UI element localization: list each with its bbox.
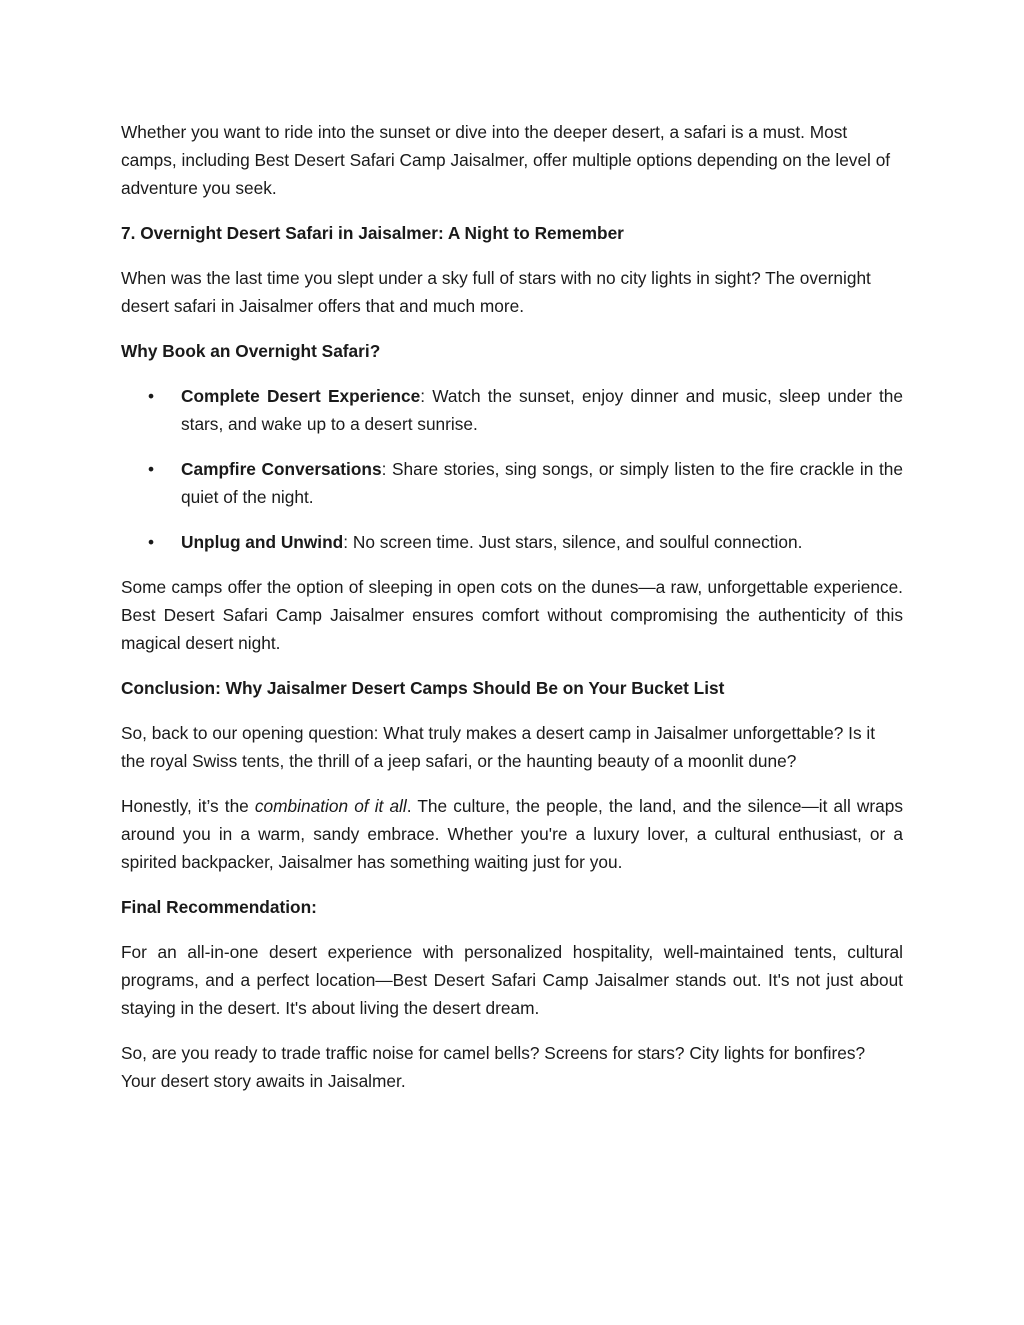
- overnight-safari-paragraph: When was the last time you slept under a sky full of stars with no city lights in sight? The overnight desert safari in Jaisalmer offers that and much more.: [121, 268, 871, 316]
- final-recommendation-heading: Final Recommendation:: [121, 897, 317, 917]
- list-item-term: Unplug and Unwind: [181, 532, 344, 552]
- list-item-text: : No screen time. Just stars, silence, and soulful connection.: [343, 532, 803, 552]
- final-recommendation-paragraph: For an all-in-one desert experience with personalized hospitality, well-maintained tents, cultural programs, and a perfect location—Best Desert Safari Camp Jaisalmer stands out. It's not just about staying in the desert. It's about living the desert dream.: [121, 942, 903, 1018]
- conclusion-heading: Conclusion: Why Jaisalmer Desert Camps Should Be on Your Bucket List: [121, 678, 725, 698]
- list-item-text: : Share stories, sing songs, or simply listen to the fire crackle in the quiet of the night.: [181, 459, 904, 507]
- why-book-heading: Why Book an Overnight Safari?: [121, 341, 381, 361]
- bullet-icon: •: [148, 386, 155, 406]
- list-item-term: Campfire Conversations: [181, 459, 382, 479]
- combination-text-end: . The culture, the people, the land, and the silence—it all wraps around you in a warm, sandy embrace. Whether you're a luxury lover, a cultural enthusiast, or a spirited backpacker, Jaisalmer has something waiting just for you.: [121, 796, 903, 872]
- closing-paragraph: So, are you ready to trade traffic noise for camel bells? Screens for stars? City lights for bonfires? Your desert story awaits in Jaisalmer.: [121, 1043, 866, 1091]
- bullet-icon: •: [148, 459, 155, 479]
- opening-question-paragraph: So, back to our opening question: What truly makes a desert camp in Jaisalmer unforgettable? Is it the royal Swiss tents, the thrill of a jeep safari, or the haunting beauty of a moonlit dune?: [121, 723, 876, 771]
- list-item-text: : Watch the sunset, enjoy dinner and music, sleep under the stars, and wake up to a desert sunrise.: [181, 386, 903, 434]
- intro-paragraph: Whether you want to ride into the sunset or dive into the deeper desert, a safari is a must. Most camps, including Best Desert Safari Camp Jaisalmer, offer multiple options depending on the level of adventure you seek.: [121, 122, 891, 198]
- list-item: [121, 455, 903, 511]
- combination-emphasis: combination of it all: [254, 796, 407, 816]
- combination-paragraph: [121, 792, 903, 876]
- document-page: [121, 118, 903, 1112]
- list-item: [121, 528, 903, 556]
- bullet-icon: •: [148, 532, 155, 552]
- list-item: [121, 382, 903, 438]
- overnight-safari-heading: 7. Overnight Desert Safari in Jaisalmer: A Night to Remember: [121, 223, 624, 243]
- why-book-list: [121, 382, 903, 556]
- list-item-term: Complete Desert Experience: [181, 386, 421, 406]
- combination-text-start: Honestly, it’s the: [121, 796, 255, 816]
- open-cots-paragraph: Some camps offer the option of sleeping in open cots on the dunes—a raw, unforgettable experience. Best Desert Safari Camp Jaisalmer ensures comfort without compromising the authenticity of this magical desert night.: [121, 577, 903, 653]
